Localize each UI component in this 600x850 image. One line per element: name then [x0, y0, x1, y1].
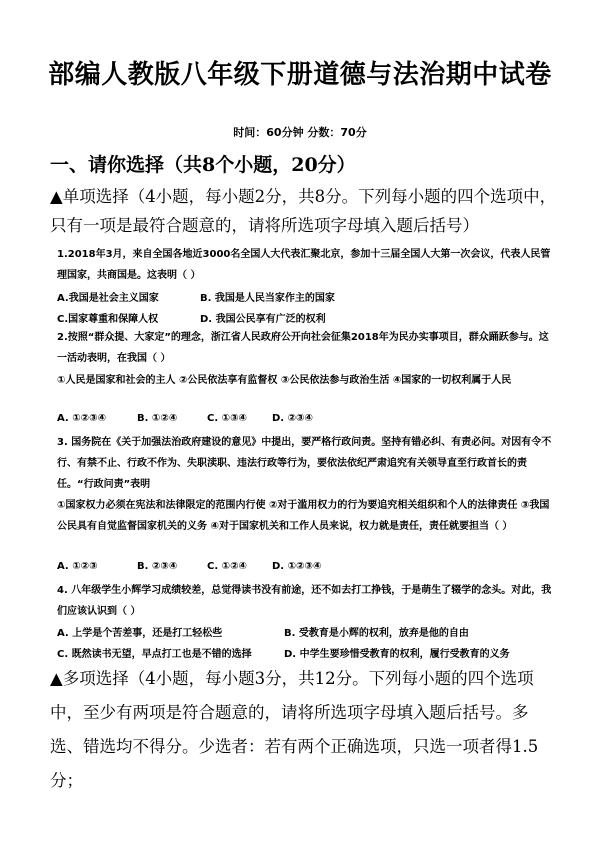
question-2-option-a: A. ①②③④: [57, 413, 107, 424]
question-3-stem: 3. 国务院在《关于加强法治政府建设的意见》中提出，要严格行政问责。坚持有错必纠、有责必问。对因有令不行、有禁不止、行政不作为、失职渎职、违法行政等行为，要依法依纪严肃追究有关领导直至行政首长的责任。“行政问责”表明: [57, 437, 552, 490]
section-heading: 一、请你选择（共8个小题，20分）: [50, 154, 356, 176]
multi-choice-instructions: ▲多项选择（4小题，每小题3分，共12分。下列每小题的四个选项中，至少有两项是符合题意的，请将所选项字母填入题后括号。多选、错选均不得分。少选者：若有两个正确选项，只选一项者得1.5分；: [50, 669, 539, 790]
question-2-option-d: D. ②③④: [272, 413, 313, 424]
single-choice-instructions: ▲单项选择（4小题，每小题2分，共8分。下列每小题的四个选项中，只有一项是最符合题意的，请将所选项字母填入题后括号）: [50, 187, 557, 235]
page-title: 部编人教版八年级下册道德与法治期中试卷: [48, 60, 552, 90]
question-4-stem: 4. 八年级学生小辉学习成绩较差，总觉得读书没有前途，还不如去打工挣钱，于是萌生了辍学的念头。对此，我们应该认识到（ ）: [57, 585, 552, 617]
question-3-option-a: A. ①②③: [57, 561, 98, 572]
question-4-option-b: B. 受教育是小辉的权利，放弃是他的自由: [284, 628, 469, 639]
question-2-option-c: C. ①③④: [207, 413, 248, 424]
question-2-option-b: B. ①②④: [137, 413, 178, 424]
question-2-stem: 2.按照“群众提、大家定”的理念，浙江省人民政府公开向社会征集2018年为民办实事项目，群众踊跃参与。这一活动表明，在我国（ ）: [57, 332, 549, 364]
question-3-option-b: B. ②③④: [137, 561, 178, 572]
question-4-option-c: C. 既然读书无望，早点打工也是不错的选择: [57, 649, 252, 660]
question-1-option-a: A.我国是社会主义国家: [57, 293, 159, 304]
question-3-option-c: C. ①②④: [207, 561, 248, 572]
question-1-option-d: D. 我国公民享有广泛的权利: [200, 314, 326, 325]
question-1-option-b: B. 我国是人民当家作主的国家: [200, 293, 335, 304]
question-4-option-a: A. 上学是个苦差事，还是打工轻松些: [57, 628, 223, 639]
exam-meta: 时间：60分钟 分数：70分: [233, 126, 367, 139]
question-1-stem: 1.2018年3月，来自全国各地近3000名全国人大代表汇聚北京，参加十三届全国人大第一次会议，代表人民管理国家，共商国是。这表明（ ）: [57, 249, 551, 281]
question-2-items: ①人民是国家和社会的主人 ②公民依法享有监督权 ③公民依法参与政治生活 ④国家的一切权利属于人民: [57, 375, 512, 386]
question-3-option-d: D. ①②③④: [272, 561, 322, 572]
question-1-option-c: C.国家尊重和保障人权: [57, 314, 159, 325]
question-3-items: ①国家权力必须在宪法和法律限定的范围内行使 ②对于滥用权力的行为要追究相关组织和个人的法律责任 ③我国公民具有自觉监督国家机关的义务 ④对于国家机关和工作人员来说，权力就是责任，责任就要担当（ ）: [57, 500, 550, 532]
question-4-option-d: D. 中学生要珍惜受教育的权利，履行受教育的义务: [284, 649, 510, 660]
